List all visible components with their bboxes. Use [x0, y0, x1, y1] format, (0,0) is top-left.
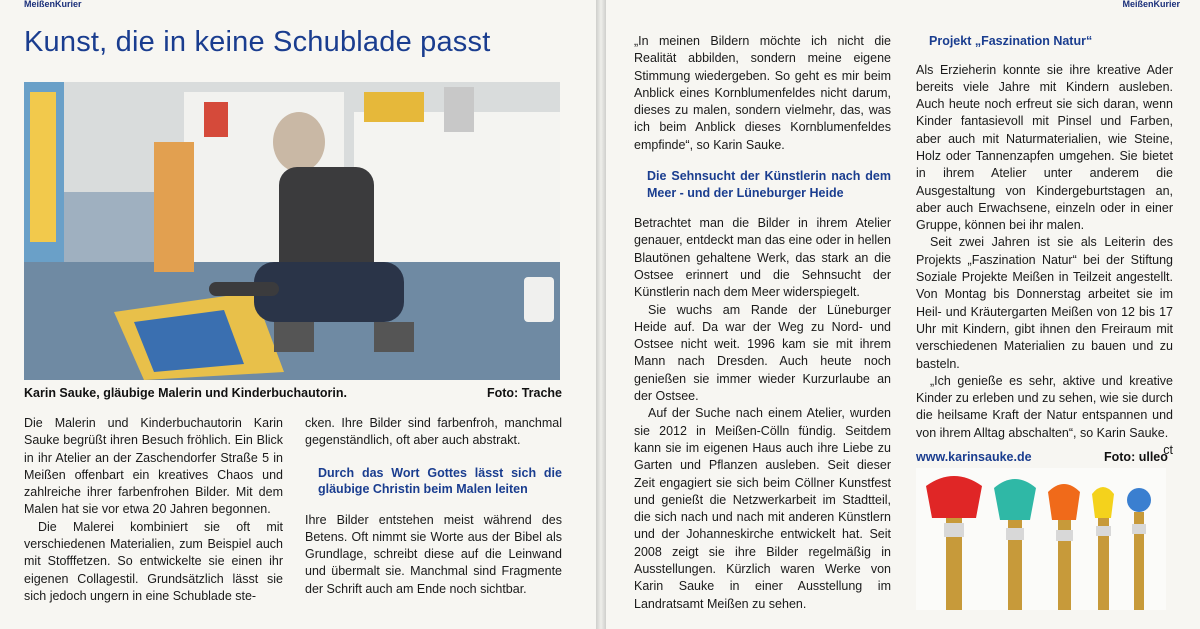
- headline: Kunst, die in keine Schublade passt: [24, 26, 491, 58]
- website-link[interactable]: www.karinsauke.de: [916, 450, 1032, 464]
- paintbrushes-image: [916, 468, 1166, 610]
- subheading: Durch das Wort Gottes lässt sich die gläubige Christin beim Malen leiten: [318, 465, 562, 497]
- paragraph: Die Malerei kombiniert sie oft mit verschiedenen Materialien, zum Beispiel auch mit Stofffetzen. So entwickelte sie einen ihr eigenen Collagestil. Grundsätzlich lässt sie sich jedoch ungern in eine Schublade ste-: [24, 519, 283, 603]
- paragraph: Als Erzieherin konnte sie ihre kreative Ader bereits viele Jahre mit Kindern ausleben. Auch heute noch erfreut sie sich daran, wenn Kinder fantasievoll mit Pinsel und Farben, aber auch mit Naturmaterialien, wie Steine, Holz oder Tannenzapfen umgehen. Sie bietet in ihrem Atelier unter anderem die Ausgestaltung von Kindergeburtstagen an, aber auch Erwachsene, einzeln oder in einer Gruppe, können bei ihr malen.: [916, 62, 1173, 233]
- left-column-2: [305, 415, 562, 598]
- author-initials: ct: [1163, 443, 1173, 458]
- left-page: [0, 0, 596, 629]
- paragraph: „In meinen Bildern möchte ich nicht die Realität abbilden, sondern meine eigene Stimmung wiedergeben. So geht es mir beim Anblick eines Kornblumenfeldes nicht darum, dieses zu malen, sondern vielmehr, das, was ich beim Anblick dieses Kornblumenfeldes empfinde“, so Karin Sauke.: [634, 34, 891, 152]
- paragraph: cken. Ihre Bilder sind farbenfroh, manchmal gegenständlich, oft aber auch abstrakt.: [305, 416, 562, 448]
- left-column-1: [24, 415, 283, 605]
- article-photo: [24, 82, 560, 380]
- paragraph: Die Malerin und Kinderbuchautorin Karin Sauke begrüßt ihren Besuch fröhlich. Ein Blick in ihr Atelier an der Zaschendorfer Straße 5 in Meißen offenbart ein kreatives Chaos und zahlreiche ihrer farbenfrohen Bilder. Mit dem Malen hat sie vor etwa 20 Jahren begonnen.: [24, 416, 283, 517]
- paragraph: Betrachtet man die Bilder in ihrem Atelier genauer, entdeckt man das eine oder in hellen Blautönen gehaltene Werk, das stark an die Ostsee erinnert und die Sehnsucht der Künstlerin nach dem Meer widerspiegelt.: [634, 216, 891, 300]
- right-column-2: [916, 33, 1173, 459]
- paragraph: Ihre Bilder entstehen meist während des Betens. Oft nimmt sie Worte aus der Bibel als Grundlage, schreibt diese auf die Leinwand und übermalt sie. Manchmal sind Fragmente der Schrift auch am Ende noch sichtbar.: [305, 512, 562, 596]
- paragraph: „Ich genieße es sehr, aktive und kreative Kinder zu erleben und zu sehen, wie sie durch die heilsame Kraft der Natur entspannen und von ihrem Alltag abschalten“, so Karin Sauke.: [916, 373, 1173, 440]
- masthead-right: MeißenKurier: [1122, 0, 1180, 9]
- masthead-left: MeißenKurier: [24, 0, 82, 9]
- subheading: Die Sehnsucht der Künstlerin nach dem Meer - und der Lüneburger Heide: [647, 169, 891, 200]
- photo-caption: [24, 386, 562, 400]
- photo-credit: Foto: Trache: [486, 386, 562, 400]
- subheading: Projekt „Faszination Natur“: [929, 34, 1093, 48]
- brush-photo-credit: Foto: ulleo: [1104, 450, 1168, 464]
- paragraph: Sie wuchs am Rande der Lüneburger Heide auf. Da war der Weg zu Nord- und Ostsee nicht weit. 1996 kam sie mit ihrem Mann nach Dresden. Auch heute noch genießen sie immer wieder Kurzurlaube an der Ostsee.: [634, 302, 891, 404]
- page-gutter: [596, 0, 606, 629]
- right-column-1: [634, 33, 891, 613]
- paragraph: Seit zwei Jahren ist sie als Leiterin des Projekts „Faszination Natur“ bei der Stiftung Soziale Projekte Meißen in Teilzeit angestellt. Von Montag bis Donnerstag arbeitet sie im Heil- und Kräutergarten Meißen von 12 bis 17 Uhr mit Kindern, gibt ihnen den Freiraum mit verschiedenen Materialien zu bauen und zu basteln.: [916, 235, 1173, 371]
- caption-text: Karin Sauke, gläubige Malerin und Kinderbuchautorin.: [24, 386, 347, 400]
- paragraph: Auf der Suche nach einem Atelier, wurden sie 2012 in Meißen-Cölln fündig. Seitdem kann sie im eigenen Haus auch ihre Liebe zu Garten und Pflanzen ausleben. Seit dieser Zeit engagiert sie sich beim Cöllner Kunstfest und genießt die Netzwerkarbeit im Stadtteil, die sich nach und nach mit anderen Künstlern und der Johanneskirche entwickelt hat. Seit 2008 zeigt sie ihre Bilder regelmäßig in Ausstellungen. Kürzlich waren Werke von Karin Sauke in einer Ausstellung im Landratsamt Meißen zu sehen.: [634, 406, 891, 611]
